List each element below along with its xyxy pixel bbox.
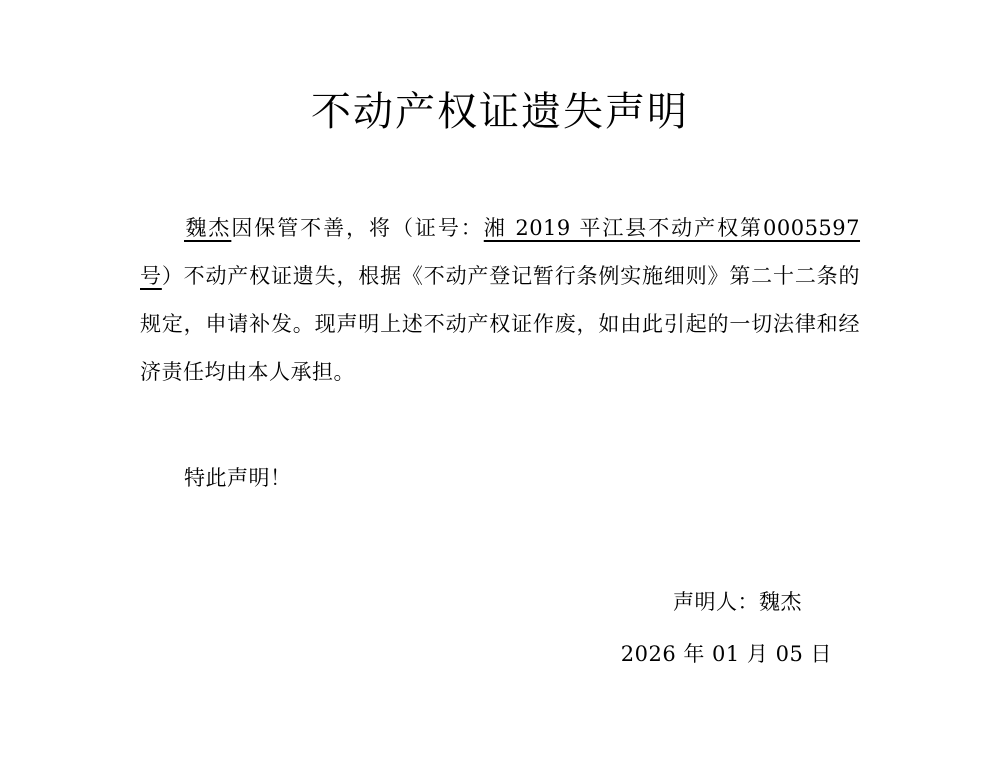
- signature-date: 2026 年 01 月 05 日: [620, 642, 832, 666]
- statement-segment-1: 因保管不善，将（证号：: [231, 216, 484, 240]
- signer-label: 声明人：: [673, 590, 759, 614]
- certificate-number-line1: 湘 2019 平江县不动产权第: [483, 216, 763, 240]
- signer-line: [140, 576, 860, 628]
- certificate-number-line2: 0005597 号: [140, 216, 861, 288]
- statement-paragraph: [140, 204, 860, 396]
- closing-statement: [140, 396, 860, 502]
- signature-block: [140, 502, 860, 680]
- document-body: [140, 136, 860, 502]
- closing-text: 特此声明！: [184, 466, 292, 490]
- page-title: 不动产权证遗失声明: [311, 89, 689, 135]
- statement-segment-2: ）不动产权证遗失，根据《不动产登记暂行条例实施细则》第二十二条的规定，申请补发。现声明上述不动产权证作废，如由此引起的一切法律和经济责任均由本人承担。: [140, 264, 860, 384]
- declarant-name: 魏杰: [184, 216, 232, 240]
- signer-name: 魏杰: [759, 590, 802, 614]
